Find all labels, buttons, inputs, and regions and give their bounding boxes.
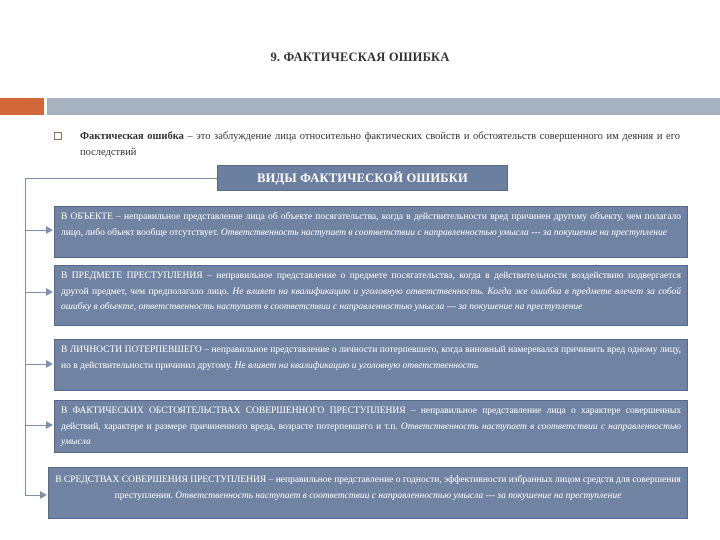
- types-heading: ВИДЫ ФАКТИЧЕСКОЙ ОШИБКИ: [217, 165, 508, 191]
- definition-term: Фактическая ошибка: [80, 131, 184, 142]
- connector-branch-3: [25, 364, 47, 365]
- error-type-liability: Ответственность наступает в соответствии с направленностью умысла --- за покушение на преступление: [220, 227, 667, 238]
- connector-branch-1: [25, 230, 47, 231]
- error-type-liability: Ответственность наступает в соответствии с направленностью умысла --- за покушение на преступление: [175, 490, 622, 501]
- connector-vertical: [25, 178, 26, 496]
- error-type-circumstances: [54, 400, 688, 453]
- accent-bar-gray: [47, 98, 720, 115]
- error-type-text: В ОБЪЕКТЕ – неправильное представление лица об объекте посягательства, когда в действительности вред причинен другому объекту, чем полагало лицо, либо объект вообще отсутствует.: [61, 212, 681, 238]
- accent-bar-orange: [0, 98, 44, 115]
- error-type-victim-identity: [54, 339, 688, 391]
- connector-branch-4: [25, 425, 47, 426]
- error-type-object: [54, 206, 688, 258]
- error-type-text: В ПРЕДМЕТЕ ПРЕСТУПЛЕНИЯ – неправильное представление о предмете посягательства, когда в действительности воздействию подвергается другой предмет, чем предполагало лицо.: [61, 271, 681, 297]
- arrow-right-icon: [40, 491, 47, 499]
- connector-branch-5: [25, 495, 41, 496]
- arrow-right-icon: [46, 226, 53, 234]
- connector-branch-2: [25, 292, 47, 293]
- arrow-right-icon: [46, 360, 53, 368]
- arrow-right-icon: [46, 288, 53, 296]
- square-bullet-icon: [54, 132, 62, 140]
- error-type-subject-matter: [54, 265, 688, 326]
- error-type-liability: Ответственность наступает в соответствии с направленностью умысла: [61, 421, 681, 447]
- error-type-text: В СРЕДСТВАХ СОВЕРШЕНИЯ ПРЕСТУПЛЕНИЯ – неправильное представление о годности, эффективности избранных лицом средств для совершения преступления.: [55, 475, 681, 501]
- error-type-text: В ЛИЧНОСТИ ПОТЕРПЕВШЕГО – неправильное представление о личности потерпевшего, когда виновный намеревался причинить вред одному лицу, но в действительности причинил другому.: [61, 345, 681, 371]
- connector-top-horizontal: [25, 178, 217, 179]
- page-title: 9. ФАКТИЧЕСКАЯ ОШИБКА: [270, 50, 450, 64]
- error-type-text: В ФАКТИЧЕСКИХ ОБСТОЯТЕЛЬСТВАХ СОВЕРШЕННОГО ПРЕСТУПЛЕНИЯ – неправильное представление лица о характере совершенных действий, характере и размере причиненного вреда, возрасте потерпевшего и т.п.: [61, 406, 681, 432]
- arrow-right-icon: [46, 421, 53, 429]
- definition-paragraph: [80, 129, 680, 161]
- error-type-means: [48, 467, 688, 519]
- error-type-liability: Не влияет на квалификацию и уголовную ответственность. Когда же ошибка в предмете влечет за собой ошибку в объекте, ответственность наступает в соответствии с направленностью умысла --- за покушение на преступление: [61, 286, 681, 312]
- error-type-liability: Не влияет на квалификацию и уголовную ответственность: [234, 360, 479, 371]
- definition-text: – это заблуждение лица относительно фактических свойств и обстоятельств совершенного им деяния и его последствий: [80, 131, 680, 158]
